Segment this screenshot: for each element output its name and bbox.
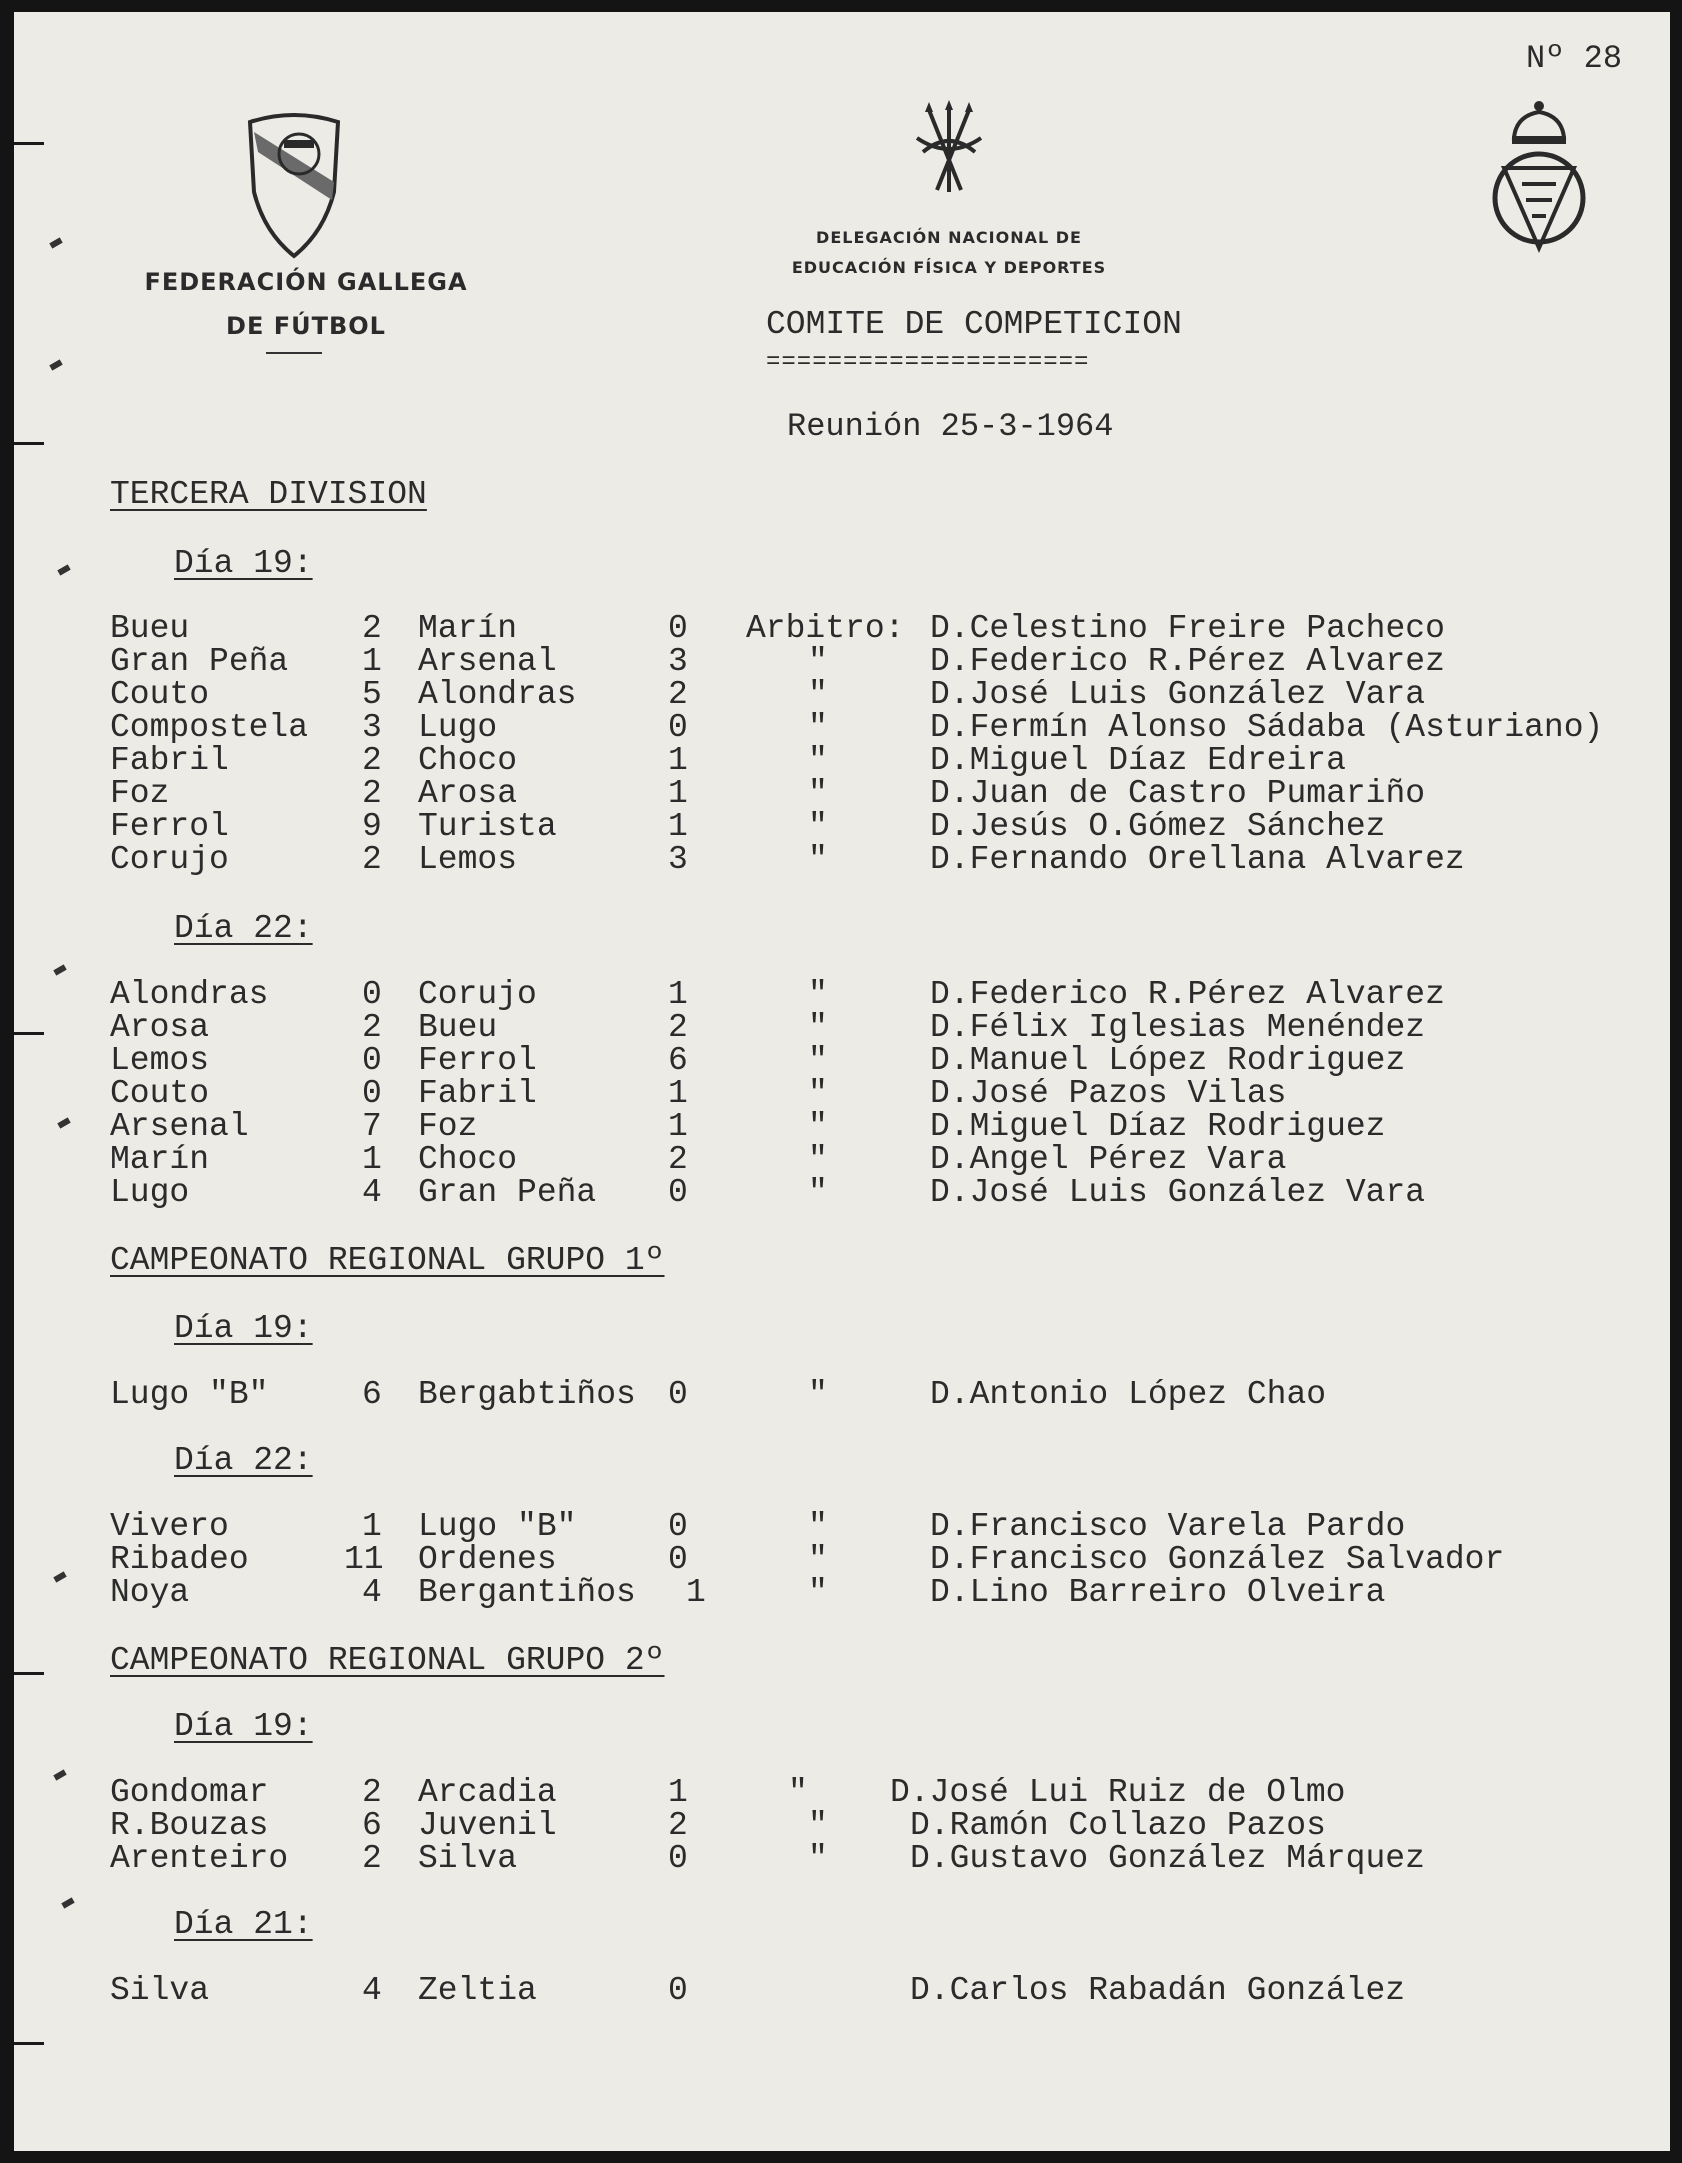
ditto-mark: " [808, 1141, 828, 1178]
away-score: 2 [668, 676, 688, 713]
day-label: Día 22: [174, 1442, 313, 1479]
document-page [14, 12, 1670, 2151]
referee-name: D.Antonio López Chao [930, 1376, 1327, 1413]
home-team: Arsenal [110, 1108, 249, 1145]
punch-mark [14, 142, 44, 145]
home-team: Foz [110, 775, 170, 812]
away-team: Bueu [418, 1009, 498, 1046]
margin-mark [53, 964, 66, 975]
margin-mark [53, 1769, 66, 1780]
away-team: Arsenal [418, 643, 557, 680]
punch-mark [14, 1672, 44, 1675]
home-score: 9 [362, 808, 382, 845]
referee-name: D.Jesús O.Gómez Sánchez [930, 808, 1386, 845]
ditto-mark: " [808, 808, 828, 845]
home-team: Couto [110, 676, 210, 713]
referee-name: D.Carlos Rabadán González [910, 1972, 1406, 2009]
ditto-mark: " [808, 1376, 828, 1413]
away-score: 1 [686, 1574, 706, 1611]
referee-name: D.Miguel Díaz Edreira [930, 742, 1346, 779]
away-score: 1 [668, 1108, 688, 1145]
home-team: Vivero [110, 1508, 229, 1545]
referee-name: D.Federico R.Pérez Alvarez [930, 976, 1445, 1013]
section-title: CAMPEONATO REGIONAL GRUPO 2º [110, 1642, 665, 1679]
home-team: Lemos [110, 1042, 210, 1079]
referee-name: D.José Luis González Vara [930, 676, 1426, 713]
home-score: 4 [362, 1972, 382, 2009]
ditto-mark: " [808, 1541, 828, 1578]
ditto-mark: " [808, 1174, 828, 1211]
referee-name: D.José Luis González Vara [930, 1174, 1426, 1211]
referee-name: D.Manuel López Rodriguez [930, 1042, 1406, 1079]
away-team: Choco [418, 1141, 518, 1178]
away-team: Marín [418, 610, 518, 647]
home-score: 0 [362, 976, 382, 1013]
home-score: 11 [344, 1541, 384, 1578]
away-team: Arcadia [418, 1774, 557, 1811]
away-team: Choco [418, 742, 518, 779]
away-score: 0 [668, 1174, 688, 1211]
ditto-mark: " [808, 643, 828, 680]
away-score: 1 [668, 775, 688, 812]
punch-mark [14, 442, 44, 445]
home-score: 2 [362, 610, 382, 647]
home-team: Alondras [110, 976, 269, 1013]
home-team: Compostela [110, 709, 309, 746]
home-score: 2 [362, 841, 382, 878]
away-team: Bergabtiños [418, 1376, 636, 1413]
referee-name: D.Ramón Collazo Pazos [910, 1807, 1326, 1844]
ditto-mark: " [808, 1009, 828, 1046]
margin-mark [57, 564, 70, 575]
meeting-date: Reunión 25-3-1964 [787, 408, 1114, 445]
ditto-mark: " [808, 1807, 828, 1844]
ditto-mark: " [808, 709, 828, 746]
ditto-mark: " [788, 1774, 808, 1811]
day-label: Día 21: [174, 1906, 313, 1943]
delegation-name: DELEGACIÓN NACIONAL DE [816, 228, 1082, 247]
away-score: 1 [668, 1774, 688, 1811]
home-score: 2 [362, 775, 382, 812]
referee-name: D.Francisco González Salvador [930, 1541, 1505, 1578]
home-score: 1 [362, 1508, 382, 1545]
ditto-mark: " [808, 742, 828, 779]
home-score: 2 [362, 1840, 382, 1877]
home-team: Gondomar [110, 1774, 269, 1811]
ditto-mark: " [808, 1075, 828, 1112]
punch-mark [14, 1032, 44, 1035]
home-score: 4 [362, 1574, 382, 1611]
committee-title: COMITE DE COMPETICION [766, 306, 1182, 343]
away-team: Foz [418, 1108, 478, 1145]
punch-mark [14, 2042, 44, 2045]
ditto-mark: " [808, 1574, 828, 1611]
referee-name: D.Lino Barreiro Olveira [930, 1574, 1386, 1611]
day-label: Día 19: [174, 545, 313, 582]
home-team: Ribadeo [110, 1541, 249, 1578]
away-team: Bergantiños [418, 1574, 636, 1611]
away-score: 0 [668, 1840, 688, 1877]
away-score: 1 [668, 742, 688, 779]
ditto-mark: " [808, 1508, 828, 1545]
away-score: 1 [668, 1075, 688, 1112]
away-score: 0 [668, 610, 688, 647]
home-score: 2 [362, 1009, 382, 1046]
away-team: Lugo "B" [418, 1508, 577, 1545]
away-score: 0 [668, 1972, 688, 2009]
away-score: 1 [668, 976, 688, 1013]
away-team: Lemos [418, 841, 518, 878]
referee-name: D.Angel Pérez Vara [930, 1141, 1287, 1178]
away-team: Ordenes [418, 1541, 557, 1578]
referee-name: D.Fernando Orellana Alvarez [930, 841, 1465, 878]
margin-mark [49, 359, 62, 370]
margin-mark [61, 1897, 74, 1908]
referee-name: D.José Lui Ruiz de Olmo [890, 1774, 1346, 1811]
ditto-mark: " [808, 676, 828, 713]
away-team: Alondras [418, 676, 577, 713]
day-label: Día 22: [174, 910, 313, 947]
ditto-mark: " [808, 841, 828, 878]
ditto-mark: " [808, 1042, 828, 1079]
home-score: 4 [362, 1174, 382, 1211]
yoke-and-arrows-icon [909, 100, 989, 200]
day-label: Día 19: [174, 1310, 313, 1347]
away-team: Arosa [418, 775, 518, 812]
home-score: 0 [362, 1042, 382, 1079]
ditto-mark: " [808, 976, 828, 1013]
home-team: Arenteiro [110, 1840, 289, 1877]
away-score: 3 [668, 643, 688, 680]
away-score: 0 [668, 1376, 688, 1413]
home-score: 2 [362, 1774, 382, 1811]
ditto-mark: " [808, 775, 828, 812]
home-team: Marín [110, 1141, 210, 1178]
federation-subtitle: DE FÚTBOL [226, 312, 386, 340]
away-score: 1 [668, 808, 688, 845]
away-team: Gran Peña [418, 1174, 597, 1211]
home-score: 7 [362, 1108, 382, 1145]
document-number: Nº 28 [1526, 40, 1623, 77]
section-title: CAMPEONATO REGIONAL GRUPO 1º [110, 1242, 665, 1279]
away-score: 0 [668, 1508, 688, 1545]
home-team: Gran Peña [110, 643, 289, 680]
title-rule: ===================== [766, 349, 1090, 376]
home-team: Bueu [110, 610, 190, 647]
referee-name: D.Gustavo González Márquez [910, 1840, 1425, 1877]
away-score: 2 [668, 1009, 688, 1046]
referee-name: D.Francisco Varela Pardo [930, 1508, 1406, 1545]
away-team: Corujo [418, 976, 537, 1013]
away-team: Fabril [418, 1075, 537, 1112]
home-team: Noya [110, 1574, 190, 1611]
away-score: 2 [668, 1807, 688, 1844]
home-score: 1 [362, 1141, 382, 1178]
away-score: 3 [668, 841, 688, 878]
away-team: Ferrol [418, 1042, 537, 1079]
away-score: 0 [668, 709, 688, 746]
divider [266, 352, 322, 354]
away-team: Zeltia [418, 1972, 537, 2009]
referee-name: D.Fermín Alonso Sádaba (Asturiano) [930, 709, 1604, 746]
margin-mark [53, 1571, 66, 1582]
away-score: 0 [668, 1541, 688, 1578]
home-score: 2 [362, 742, 382, 779]
referee-name: D.Celestino Freire Pacheco [930, 610, 1445, 647]
margin-mark [49, 237, 62, 248]
home-team: Corujo [110, 841, 229, 878]
margin-mark [57, 1117, 70, 1128]
home-score: 3 [362, 709, 382, 746]
away-score: 2 [668, 1141, 688, 1178]
royal-crest-icon [1484, 98, 1594, 258]
home-team: Silva [110, 1972, 210, 2009]
home-team: Ferrol [110, 808, 229, 845]
ditto-mark: " [808, 1108, 828, 1145]
home-team: Lugo [110, 1174, 190, 1211]
ditto-mark: " [808, 1840, 828, 1877]
away-team: Juvenil [418, 1807, 557, 1844]
referee-label: Arbitro: [746, 610, 905, 647]
home-team: Lugo "B" [110, 1376, 269, 1413]
shield-crest-icon [244, 112, 344, 262]
home-score: 5 [362, 676, 382, 713]
away-team: Turista [418, 808, 557, 845]
home-score: 1 [362, 643, 382, 680]
away-score: 6 [668, 1042, 688, 1079]
away-team: Silva [418, 1840, 518, 1877]
home-team: R.Bouzas [110, 1807, 269, 1844]
delegation-subtitle: EDUCACIÓN FÍSICA Y DEPORTES [791, 258, 1107, 277]
home-team: Fabril [110, 742, 229, 779]
referee-name: D.Federico R.Pérez Alvarez [930, 643, 1445, 680]
referee-name: D.Juan de Castro Pumariño [930, 775, 1426, 812]
home-team: Arosa [110, 1009, 210, 1046]
referee-name: D.Miguel Díaz Rodriguez [930, 1108, 1386, 1145]
referee-name: D.José Pazos Vilas [930, 1075, 1287, 1112]
referee-name: D.Félix Iglesias Menéndez [930, 1009, 1426, 1046]
home-score: 6 [362, 1376, 382, 1413]
section-title: TERCERA DIVISION [110, 476, 427, 513]
home-score: 0 [362, 1075, 382, 1112]
federation-name: FEDERACIÓN GALLEGA [144, 268, 468, 296]
day-label: Día 19: [174, 1708, 313, 1745]
home-score: 6 [362, 1807, 382, 1844]
home-team: Couto [110, 1075, 210, 1112]
away-team: Lugo [418, 709, 498, 746]
